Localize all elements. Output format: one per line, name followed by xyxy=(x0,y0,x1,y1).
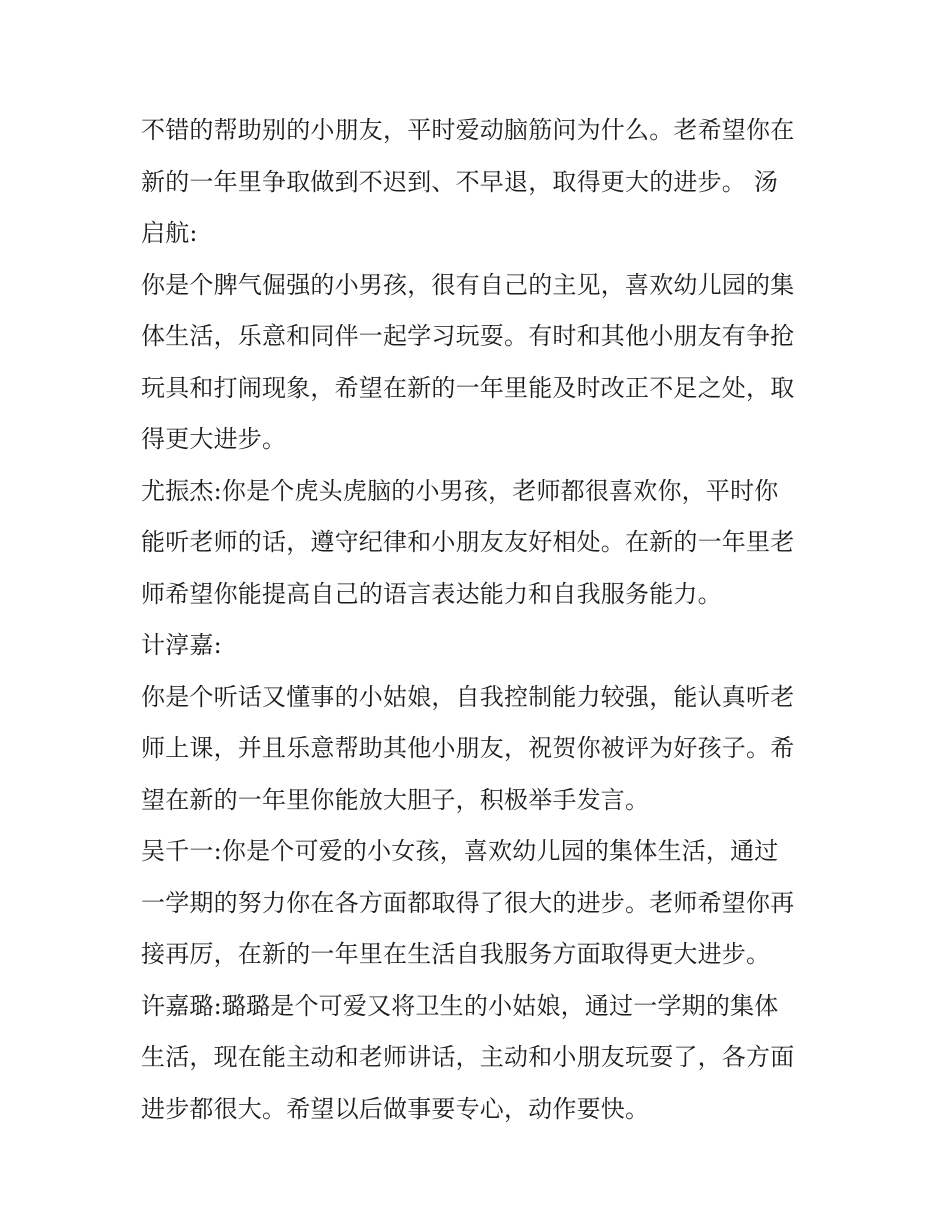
text-line: 你是个脾气倔强的小男孩，很有自己的主见，喜欢幼儿园的集 xyxy=(141,270,795,299)
text-line: 你是个听话又懂事的小姑娘，自我控制能力较强，能认真听老 xyxy=(141,682,795,711)
text-line: 尤振杰:你是个虎头虎脑的小男孩，老师都很喜欢你，平时你 xyxy=(141,476,779,505)
text-line: 计淳嘉: xyxy=(141,631,222,659)
text-line: 接再厉，在新的一年里在生活自我服务方面取得更大进步。 xyxy=(141,940,771,968)
text-line: 体生活，乐意和同伴一起学习玩耍。有时和其他小朋友有争抢 xyxy=(141,322,795,350)
text-line: 师上课，并且乐意帮助其他小朋友，祝贺你被评为好孩子。希 xyxy=(141,734,795,762)
text-line: 师希望你能提高自己的语言表达能力和自我服务能力。 xyxy=(141,579,722,608)
text-line: 玩具和打闹现象，希望在新的一年里能及时改正不足之处，取 xyxy=(141,373,795,402)
text-line: 启航: xyxy=(141,219,198,247)
text-line: 进步都很大。希望以后做事要专心，动作要快。 xyxy=(141,1094,650,1123)
text-line: 能听老师的话，遵守纪律和小朋友友好相处。在新的一年里老 xyxy=(141,528,795,556)
text-line: 望在新的一年里你能放大胆子，积极举手发言。 xyxy=(141,785,650,814)
text-line: 吴千一:你是个可爱的小女孩，喜欢幼儿园的集体生活，通过 xyxy=(141,837,779,865)
text-line: 新的一年里争取做到不迟到、不早退，取得更大的进步。 汤 xyxy=(141,167,779,196)
document-body xyxy=(141,105,813,1135)
text-line: 得更大进步。 xyxy=(141,425,287,453)
text-line: 一学期的努力你在各方面都取得了很大的进步。老师希望你再 xyxy=(141,888,795,917)
text-line: 生活，现在能主动和老师讲话，主动和小朋友玩耍了，各方面 xyxy=(141,1043,795,1071)
text-line: 许嘉璐:璐璐是个可爱又将卫生的小姑娘，通过一学期的集体 xyxy=(141,991,779,1020)
text-line: 不错的帮助别的小朋友，平时爱动脑筋问为什么。老希望你在 xyxy=(141,116,795,144)
